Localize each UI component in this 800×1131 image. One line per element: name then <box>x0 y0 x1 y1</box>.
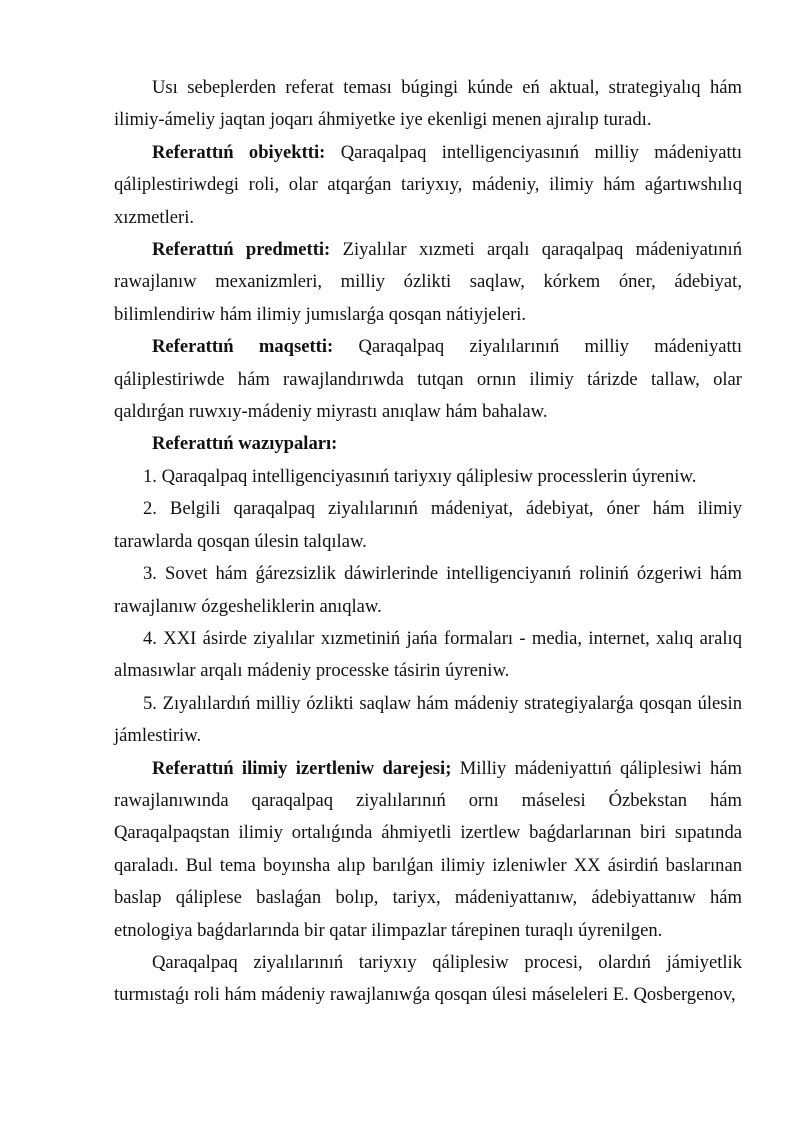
last-paragraph: Qaraqalpaq ziyalılarınıń tariyxıy qáliplesiw procesi, olardıń jámiyetlik turmıstaǵı roli hám mádeniy rawajlanıwǵa qosqan úlesi máseleleri E. Qosbergenov, <box>114 951 742 1006</box>
task-item-4: 4. XXI ásirde ziyalılar xızmetiniń jańa formaları - media, internet, xalıq aralıq almasıwlar arqalı mádeniy processke tásirin úyreniw. <box>114 627 742 682</box>
object-label: Referattıń obiyektti: <box>152 141 326 163</box>
research-text: Milliy mádeniyattıń qáliplesiwi hám rawajlanıwında qaraqalpaq ziyalılarınıń ornı máselesi Ózbekstan hám Qaraqalpaqstan ilimiy ortalıǵında áhmiyetli izertlew baǵdarlarınan biri sıpatında qaraladı. Bul tema boyınsha alıp barılǵan ilimiy izleniwler XX ásirdiń baslarınan baslap qáliplese baslaǵan bolıp, tariyx, mádeniyattanıw, ádebiyattanıw hám etnologiya baǵdarlarında bir qatar ilimpazlar tárepinen turaqlı úyrenilgen. <box>114 757 743 941</box>
object-text: Qaraqalpaq intelligenciyasınıń milliy mádeniyattı qáliplestiriwdegi roli, olar atqarǵan tariyxıy, mádeniy, ilimiy hám aǵartıwshılıq xızmetleri. <box>114 141 742 228</box>
tasks-heading: Referattıń wazıypaları: <box>152 433 338 455</box>
intro-paragraph: Usı sebeplerden referat teması búgingi kúnde eń aktual, strategiyalıq hám ilimiy-ámeliy jaqtan joqarı áhmiyetke iye ekenligi menen ajıralıp turadı. <box>114 77 742 131</box>
task-item-3: 3. Sovet hám ǵárezsizlik dáwirlerinde intelligenciyanıń roliniń ózgeriwi hám rawajlanıw ózgesheliklerin anıqlaw. <box>114 563 742 617</box>
task-item-5: 5. Zıyalılardıń milliy ózlikti saqlaw hám mádeniy strategiyalarǵa qosqan úlesin jámlestiriw. <box>114 692 742 747</box>
object-paragraph <box>114 137 742 234</box>
research-paragraph <box>114 753 742 947</box>
subject-paragraph <box>114 234 742 331</box>
research-label: Referattıń ilimiy izertleniw darejesi; <box>152 757 452 779</box>
subject-text: Ziyalılar xızmeti arqalı qaraqalpaq mádeniyatınıń rawajlanıw mexanizmleri, milliy ózlikti saqlaw, kórkem óner, ádebiyat, bilimlendiriw hám ilimiy jumıslarǵa qosqan nátiyjeleri. <box>114 239 742 325</box>
goal-text: Qaraqalpaq ziyalılarınıń milliy mádeniyattı qáliplestiriwde hám rawajlandırıwda tutqan ornın ilimiy tárizde tallaw, olar qaldırǵan ruwxıy-mádeniy miyrastı anıqlaw hám bahalaw. <box>114 336 742 423</box>
goal-paragraph <box>114 331 742 428</box>
goal-label: Referattıń maqsetti: <box>152 336 334 358</box>
task-item-1: 1. Qaraqalpaq intelligenciyasınıń tariyxıy qáliplesiw processlerin úyreniw. <box>143 465 697 487</box>
task-item-2: 2. Belgili qaraqalpaq ziyalılarınıń mádeniyat, ádebiyat, óner hám ilimiy tarawlarda qosqan úlesin talqılaw. <box>114 498 742 552</box>
subject-label: Referattıń predmetti: <box>152 239 331 261</box>
document-page <box>114 72 742 1012</box>
